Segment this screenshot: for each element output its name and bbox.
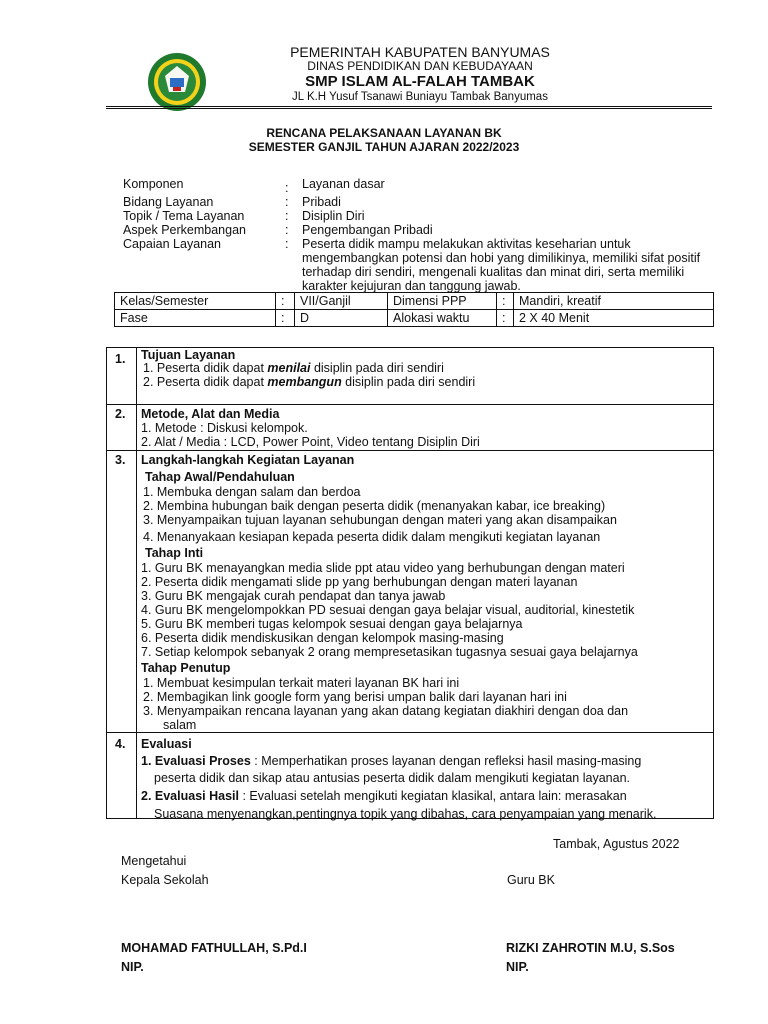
list-item: 2. Peserta didik dapat membangun disiplin pada diri sendiri [143,375,476,389]
kop-school: SMP ISLAM AL-FALAH TAMBAK [305,73,535,90]
section-number: 1. [115,352,126,366]
identity-label-aspek: Aspek Perkembangan [123,223,246,237]
kop-address: JL K.H Yusuf Tsanawi Buniayu Tambak Banyumas [292,91,548,103]
subheading-penutup: Tahap Penutup [141,661,231,675]
mengetahui-label: Mengetahui [121,854,187,868]
identity-colon: : [285,195,289,209]
section-heading-evaluasi: Evaluasi [141,737,192,751]
identity-value-capaian: Peserta didik mampu melakukan aktivitas keseharian untuk mengembangkan potensi dan hobi yang dimilikinya, memiliki sifat positif terhadap diri sendiri, mengenali kualitas dan minat diri, serta memiliki karakter kejujuran dan tanggung jawab. [302,237,701,293]
identity-label-capaian: Capaian Layanan [123,237,221,251]
table-row [115,293,714,310]
row-divider [107,404,713,405]
section-number: 2. [115,407,126,421]
list-item: 3. Menyampaikan rencana layanan yang akan datang kegiatan diakhiri dengan doa dan [143,704,629,718]
identity-value-bidang: Pribadi [302,195,341,209]
identity-value-komponen: Layanan dasar [302,177,385,191]
list-item: 2. Peserta didik mengamati slide pp yang berhubungan dengan materi layanan [141,575,578,589]
row-divider [107,450,713,451]
guru-bk-name: RIZKI ZAHROTIN M.U, S.Sos [506,941,675,955]
kepala-sekolah-nip: NIP. [121,960,144,974]
list-item: 1. Guru BK menayangkan media slide ppt atau video yang berhubungan dengan materi [141,561,625,575]
list-item: 1. Membuat kesimpulan terkait materi layanan BK hari ini [143,676,460,690]
kop-pemerintah: PEMERINTAH KABUPATEN BANYUMAS [290,44,550,60]
list-item: 1. Peserta didik dapat menilai disiplin pada diri sendiri [143,361,444,375]
identity-colon: : [285,223,289,237]
subheading-awal: Tahap Awal/Pendahuluan [145,470,295,484]
list-item: 4. Menanyakaan kesiapan kepada peserta didik dalam mengikuti kegiatan layanan [143,530,601,544]
list-item: 2. Membagikan link google form yang berisi umpan balik dari layanan hari ini [143,690,567,704]
column-divider [136,348,137,818]
guru-bk-nip: NIP. [506,960,529,974]
section-number: 4. [115,737,126,751]
table-row [115,310,714,327]
doc-subtitle: SEMESTER GANJIL TAHUN AJARAN 2022/2023 [248,140,520,154]
place-date: Tambak, Agustus 2022 [553,837,680,851]
table-cell: : [497,293,514,310]
identity-label-bidang: Bidang Layanan [123,195,214,209]
list-item: 5. Guru BK memberi tugas kelompok sesuai dengan gaya belajarnya [141,617,523,631]
kepala-sekolah-name: MOHAMAD FATHULLAH, S.Pd.I [121,941,307,955]
row-divider [107,732,713,733]
kop-divider-2 [106,108,712,109]
list-item: 1. Metode : Diskusi kelompok. [141,421,308,435]
doc-title: RENCANA PELAKSANAAN LAYANAN BK [266,126,502,140]
identity-value-topik: Disiplin Diri [302,209,365,223]
identity-colon: : [285,237,289,251]
list-item: salam [163,718,197,732]
activity-box [106,347,714,819]
section-heading-langkah: Langkah-langkah Kegiatan Layanan [141,453,355,467]
list-item: 7. Setiap kelompok sebanyak 2 orang mempresetasikan tugasnya sesuai gaya belajarnya [141,645,638,659]
kop-dinas: DINAS PENDIDIKAN DAN KEBUDAYAAN [307,59,533,73]
table-cell: : [276,310,295,327]
subheading-inti: Tahap Inti [145,546,204,560]
identity-value-aspek: Pengembangan Pribadi [302,223,433,237]
table-cell: VII/Ganjil [295,293,388,310]
table-cell: : [276,293,295,310]
section-heading-tujuan: Tujuan Layanan [141,348,236,362]
eval-proses: 1. Evaluasi Proses : Memperhatikan proses layanan dengan refleksi hasil masing-masing [141,754,642,768]
guru-bk-role: Guru BK [507,873,555,887]
list-item: 2. Alat / Media : LCD, Power Point, Video tentang Disiplin Diri [141,435,480,449]
identity-label-komponen: Komponen [123,177,184,191]
list-item: 4. Guru BK mengelompokkan PD sesuai dengan gaya belajar visual, auditorial, kinestetik [141,603,635,617]
kepala-sekolah-role: Kepala Sekolah [121,873,209,887]
table-cell: Mandiri, kreatif [514,293,714,310]
table-cell: Fase [115,310,276,327]
table-cell: 2 X 40 Menit [514,310,714,327]
table-cell: Dimensi PPP [388,293,497,310]
kop-divider [106,106,712,107]
section-heading-metode: Metode, Alat dan Media [141,407,280,421]
section-number: 3. [115,453,126,467]
school-logo [147,52,207,112]
list-item: 3. Menyampaikan tujuan layanan sehubungan dengan materi yang akan disampaikan [143,513,617,527]
eval-hasil: 2. Evaluasi Hasil : Evaluasi setelah mengikuti kegiatan klasikal, antara lain: merasakan [141,789,627,803]
table-cell: Alokasi waktu [388,310,497,327]
eval-proses-cont: peserta didik dan sikap atau antusias peserta didik dalam mengikuti kegiatan layanan. [154,771,630,785]
identity-colon: : [285,209,289,223]
table-cell: : [497,310,514,327]
kelas-table [114,292,714,327]
list-item: 6. Peserta didik mendiskusikan dengan kelompok masing-masing [141,631,504,645]
table-cell: Kelas/Semester [115,293,276,310]
table-cell: D [295,310,388,327]
list-item: 2. Membina hubungan baik dengan peserta didik (menanyakan kabar, ice breaking) [143,499,606,513]
identity-label-topik: Topik / Tema Layanan [123,209,245,223]
list-item: 3. Guru BK mengajak curah pendapat dan tanya jawab [141,589,446,603]
list-item: 1. Membuka dengan salam dan berdoa [143,485,361,499]
identity-colon: : [285,181,289,195]
eval-hasil-cont: Suasana menyenangkan,pentingnya topik yang dibahas, cara penyampaian yang menarik. [154,807,657,821]
